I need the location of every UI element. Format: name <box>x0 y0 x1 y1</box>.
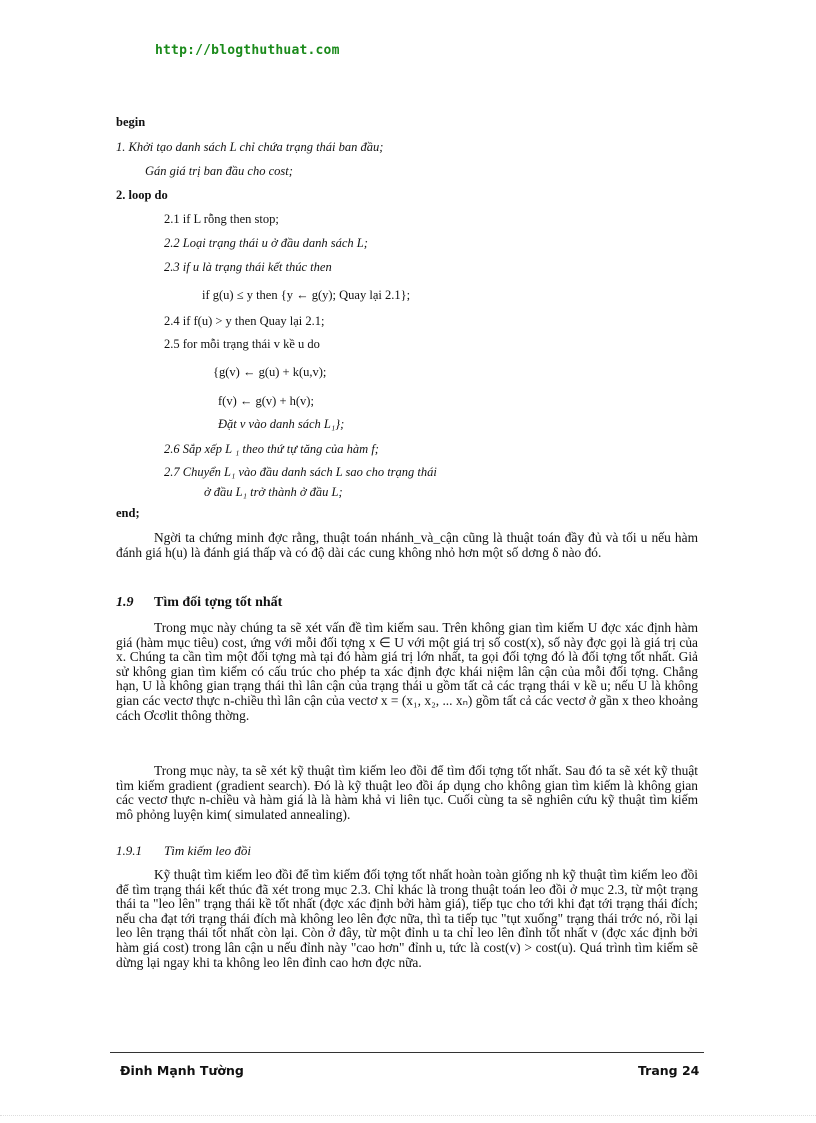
footer-page-number: Trang 24 <box>638 1063 700 1078</box>
algo-line-1: 1. Khởi tạo danh sách L chỉ chứa trạng thái ban đầu; <box>116 140 384 154</box>
footer-author: Đinh Mạnh Tường <box>120 1063 244 1078</box>
algo-line-2-5b: f(v) ← g(v) + h(v); <box>218 394 314 408</box>
algo-line-2-5a: {g(v) ← g(u) + k(u,v); <box>213 365 327 379</box>
algo-end: end; <box>116 506 140 520</box>
section-heading <box>116 595 282 611</box>
algo-line-2-7: 2.7 Chuyển L₁ vào đầu danh sách L sao cho trạng thái <box>164 465 437 479</box>
page-edge <box>0 1115 816 1116</box>
algo-line-2-7b: ở đầu L₁ trở thành ở đầu L; <box>204 485 343 499</box>
paragraph-3: Trong mục này, ta sẽ xét kỹ thuật tìm kiếm leo đồi để tìm đối tợng tốt nhất. Sau đó ta sẽ xét kỹ thuật tìm kiếm gradient (gradient search). Đó là kỹ thuật leo đồi áp dụng cho không gian tìm kiếm là không gian các vectơ thực n-chiều và hàm giá là là hàm khả vi liên tục. Cuối cùng ta sẽ nghiên cứu kỹ thuật tìm kiếm mô phỏng luyện kim( simulated annealing). <box>116 763 698 822</box>
section-number: 1.9 <box>116 595 134 610</box>
paragraph-4: Kỹ thuật tìm kiếm leo đồi để tìm kiếm đối tợng tốt nhất hoàn toàn giống nh kỹ thuật tìm kiếm leo đồi để tìm trạng thái kết thúc đã xét trong mục 2.3. Chỉ khác là trong thuật toán leo đồi ở mục 2.3, từ một trạng thái ta "leo lên" trạng thái kề tốt nhất (đợc xác định bởi hàm giá), tiếp tục cho tới khi đạt tới trạng thái đích; nếu cha đạt tới trạng thái đích mà không leo lên đợc nữa, thì ta tiếp tục "tụt xuống" trạng thái trớc nó, rồi lại leo lên trạng thái tốt nhất còn lại. Còn ở đây, từ một đỉnh u ta chỉ leo lên đỉnh tốt nhất v (đợc xác định bởi hàm giá cost) trong lân cận u nếu đỉnh này "cao hơn" đỉnh u, tức là cost(v) > cost(u). Quá trình tìm kiếm sẽ dừng lại ngay khi ta không leo lên đỉnh cao hơn đợc nữa. <box>116 867 698 970</box>
algo-line-2-5c: Đặt v vào danh sách L₁}; <box>218 417 345 431</box>
algo-line-2-5: 2.5 for mỗi trạng thái v kề u do <box>164 337 320 351</box>
subsection-title: Tìm kiếm leo đồi <box>164 843 252 858</box>
paragraph-1: Ngời ta chứng minh đợc rằng, thuật toán nhánh_và_cận cũng là thuật toán đầy đủ và tối u nếu hàm đánh giá h(u) là đánh giá thấp và có độ dài các cung không nhỏ hơn một số dơng δ nào đó. <box>116 530 698 560</box>
algo-line-2-2: 2.2 Loại trạng thái u ở đầu danh sách L; <box>164 236 368 250</box>
footer-divider <box>110 1052 704 1053</box>
algo-line-2-6: 2.6 Sắp xếp L ₁ theo thứ tự tăng của hàm f; <box>164 442 379 456</box>
algo-line-2-1: 2.1 if L rỗng then stop; <box>164 212 279 226</box>
header-url[interactable]: http://blogthuthuat.com <box>155 43 340 58</box>
algo-begin: begin <box>116 115 146 129</box>
algo-line-2-3b: if g(u) ≤ y then {y ← g(y); Quay lại 2.1}; <box>202 288 411 302</box>
section-title: Tìm đối tợng tốt nhất <box>154 595 283 610</box>
algo-line-2-4: 2.4 if f(u) > y then Quay lại 2.1; <box>164 314 325 328</box>
subsection-heading <box>116 843 251 859</box>
algo-line-2-3: 2.3 if u là trạng thái kết thúc then <box>164 260 332 274</box>
algo-line-1b: Gán giá trị ban đầu cho cost; <box>145 164 293 178</box>
algo-line-2: 2. loop do <box>116 188 168 202</box>
paragraph-2: Trong mục này chúng ta sẽ xét vấn đề tìm kiếm sau. Trên không gian tìm kiếm U đợc xác định hàm giá (hàm mục tiêu) cost, ứng với mỗi đối tợng x ∈ U với một giá trị số cost(x), số này đợc gọi là giá trị của x. Chúng ta cần tìm một đối tợng mà tại đó hàm giá trị lớn nhất, ta gọi đối tợng đó là đối tợng tốt nhất. Giả sử không gian tìm kiếm có cấu trúc cho phép ta xác định đợc khái niệm lân cận của mỗi đối tợng. Chẳng hạn, U là không gian trạng thái thì lân cận của trạng thái u gồm tất cả các trạng thái v kề u; nếu U là không gian các vectơ thực n-chiều thì lân cận của vectơ x = (x₁, x₂, ... xₙ) gồm tất cả các vectơ ở gần x theo khoảng cách Ơcơlit thông thờng. <box>116 620 698 723</box>
subsection-number: 1.9.1 <box>116 843 142 858</box>
